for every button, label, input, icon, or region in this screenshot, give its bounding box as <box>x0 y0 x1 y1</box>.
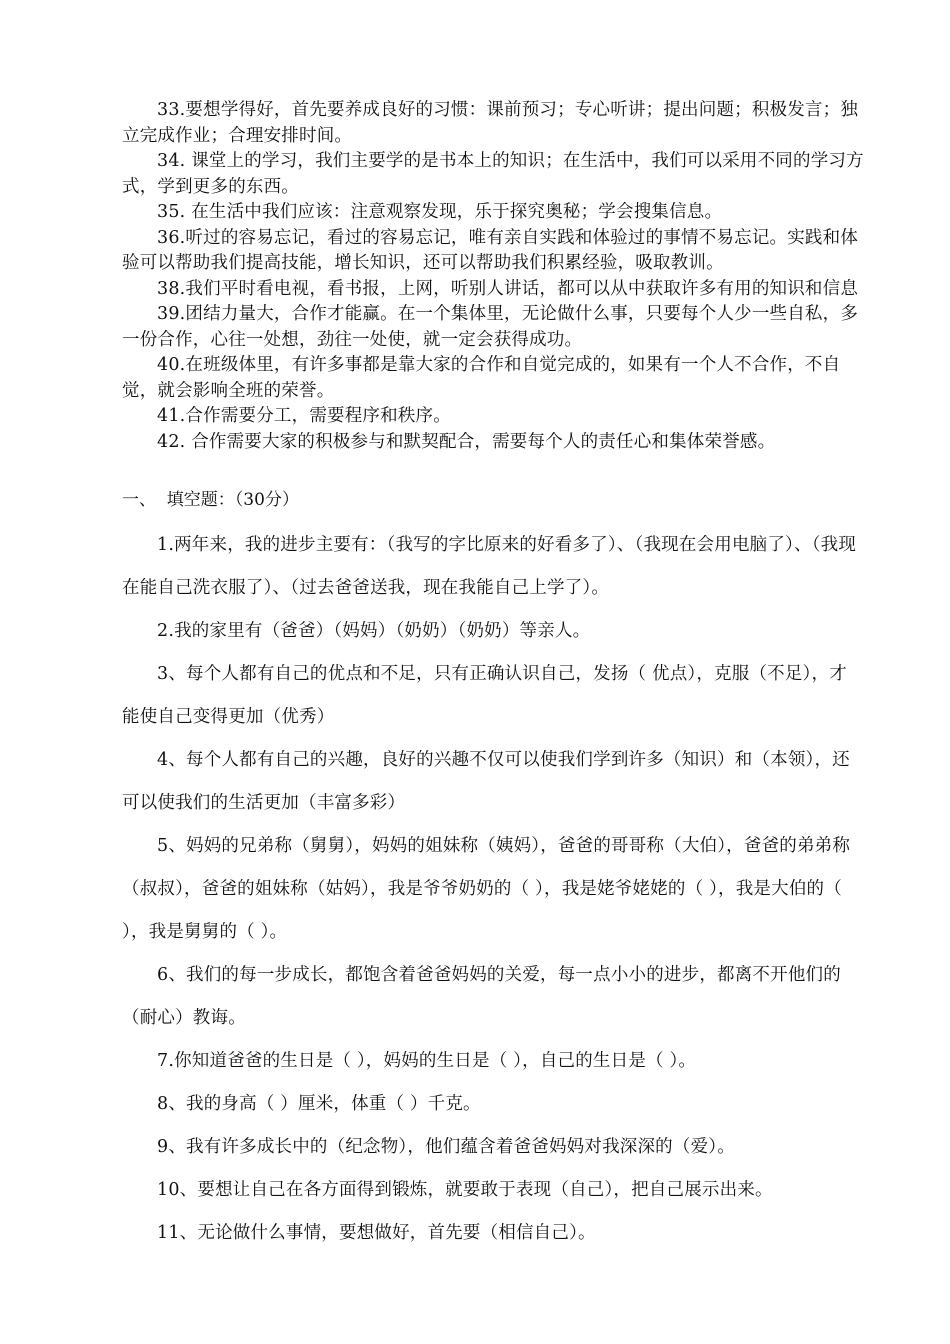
knowledge-points-list <box>122 98 864 455</box>
knowledge-point-41: 41.合作需要分工，需要程序和秩序。 <box>157 406 451 426</box>
knowledge-point-35: 35. 在生活中我们应该：注意观察发现，乐于探究奥秘；学会搜集信息。 <box>157 202 723 222</box>
question-8: 8、我的身高（ ）厘米，体重（ ）千克。 <box>157 1094 481 1114</box>
fill-in-questions-list <box>122 524 864 1255</box>
question-11: 11、无论做什么事情，要想做好，首先要（相信自己）。 <box>157 1223 596 1243</box>
question-1: 1.两年来，我的进步主要有：（我写的字比原来的好看多了）、（我现在会用电脑了）、（我现在能自己洗衣服了）、（过去爸爸送我，现在我能自己上学了）。 <box>122 535 857 598</box>
knowledge-point-40: 40.在班级体里，有许多事都是靠大家的合作和自觉完成的，如果有一个人不合作，不自觉，就会影响全班的荣誉。 <box>122 355 841 401</box>
question-6: 6、我们的每一步成长，都饱含着爸爸妈妈的关爱，每一点小小的进步，都离不开他们的（耐心）教诲。 <box>122 965 841 1028</box>
question-4: 4、每个人都有自己的兴趣，良好的兴趣不仅可以使我们学到许多（知识）和（本领），还可以使我们的生活更加（丰富多彩） <box>122 750 850 813</box>
question-10: 10、要想让自己在各方面得到锻炼，就要敢于表现（自己），把自己展示出来。 <box>157 1180 773 1200</box>
knowledge-point-38: 38.我们平时看电视，看书报，上网，听别人讲话，都可以从中获取许多有用的知识和信息 <box>157 278 859 299</box>
section-title: 一、 填空题：（30分） <box>122 490 299 510</box>
knowledge-point-42: 42. 合作需要大家的积极参与和默契配合，需要每个人的责任心和集体荣誉感。 <box>157 431 776 452</box>
question-5: 5、妈妈的兄弟称（舅舅），妈妈的姐妹称（姨妈），爸爸的哥哥称（大伯），爸爸的弟弟称（叔叔），爸爸的姐妹称（姑妈），我是爷爷奶奶的（ ），我是姥爷姥姥的（ ），我是大伯的（ ），我是舅舅的（ ）。 <box>122 836 851 942</box>
question-2: 2.我的家里有（爸爸）（妈妈）（奶奶）（奶奶）等亲人。 <box>157 621 591 641</box>
knowledge-point-36: 36.听过的容易忘记，看过的容易忘记，唯有亲自实践和体验过的事情不易忘记。实践和体验可以帮助我们提高技能，增长知识，还可以帮助我们积累经验，吸取教训。 <box>122 227 859 273</box>
question-3: 3、每个人都有自己的优点和不足，只有正确认识自己，发扬（ 优点），克服（不足），才能使自己变得更加（优秀） <box>122 664 847 727</box>
question-9: 9、我有许多成长中的（纪念物），他们蕴含着爸爸妈妈对我深深的（爱）。 <box>157 1137 735 1157</box>
question-7: 7.你知道爸爸的生日是（ ），妈妈的生日是（ ），自己的生日是（ ）。 <box>157 1051 697 1071</box>
knowledge-point-33: 33.要想学得好，首先要养成良好的习惯：课前预习；专心听讲；提出问题；积极发言；独立完成作业；合理安排时间。 <box>122 100 859 146</box>
knowledge-point-39: 39.团结力量大，合作才能赢。在一个集体里，无论做什么事，只要每个人少一些自私，多一份合作，心往一处想，劲往一处使，就一定会获得成功。 <box>122 304 859 350</box>
knowledge-point-34: 34. 课堂上的学习，我们主要学的是书本上的知识；在生活中，我们可以采用不同的学习方式，学到更多的东西。 <box>122 151 864 197</box>
